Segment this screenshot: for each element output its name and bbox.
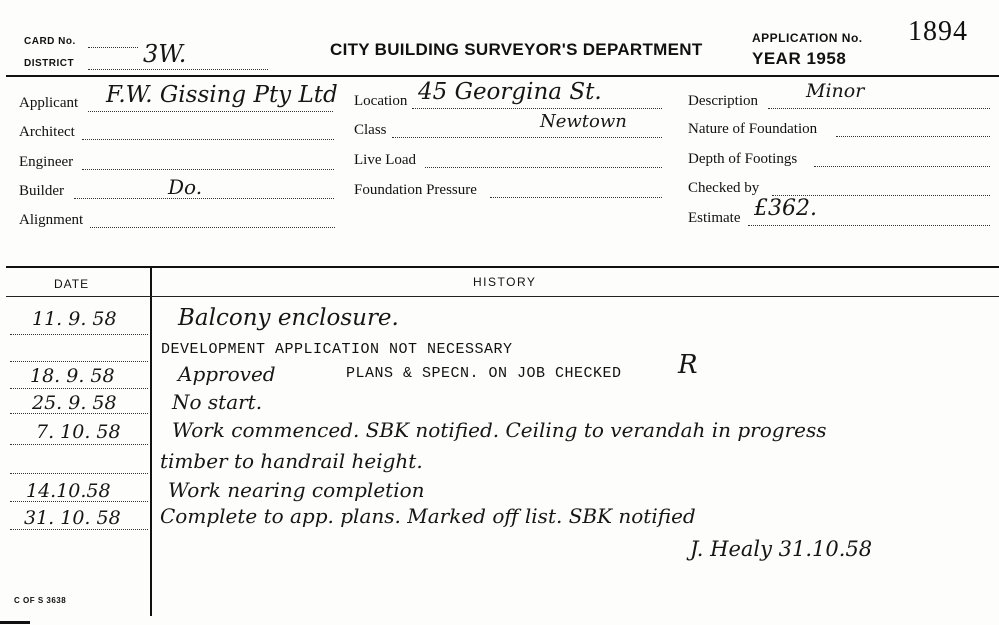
class-line: [392, 137, 662, 138]
foundation-pressure-label: Foundation Pressure: [354, 182, 477, 198]
edge-mark: [0, 621, 30, 624]
row-line: [10, 361, 148, 362]
row-history: Work nearing completion: [168, 478, 425, 502]
builder-line: [74, 198, 334, 199]
description-label: Description: [688, 93, 758, 109]
estimate-label: Estimate: [688, 210, 741, 226]
alignment-label: Alignment: [19, 212, 84, 228]
alignment-line: [90, 227, 335, 228]
form-number: C OF S 3638: [14, 596, 67, 605]
district-label: DISTRICT: [24, 58, 75, 69]
card-no-line: [88, 47, 138, 48]
date-column-divider: [150, 266, 152, 616]
row-history: Complete to app. plans. Marked off list. SBK notified: [160, 504, 696, 528]
row-history-stamp: DEVELOPMENT APPLICATION NOT NECESSARY: [161, 341, 513, 358]
date-column-header: DATE: [54, 277, 90, 291]
header-underline: [6, 296, 999, 297]
description-line: [768, 108, 990, 109]
foundation-pressure-line: [490, 197, 662, 198]
live-load-label: Live Load: [354, 152, 417, 168]
location-label: Location: [354, 93, 408, 109]
row-line: [10, 388, 148, 389]
row-history: No start.: [172, 390, 263, 414]
checked-by-label: Checked by: [688, 180, 760, 196]
architect-line: [82, 139, 334, 140]
live-load-line: [425, 167, 662, 168]
table-top-rule: [6, 266, 999, 268]
row-date: 14.10.58: [26, 480, 111, 502]
row-date: 18. 9. 58: [30, 365, 115, 387]
district-line: [88, 69, 268, 70]
row-line: [10, 473, 148, 474]
row-date: 31. 10. 58: [24, 507, 121, 529]
location-value: 45 Georgina St.: [418, 79, 602, 105]
row-history: Balcony enclosure.: [178, 305, 399, 331]
estimate-value: £362.: [754, 196, 817, 221]
row-date: 25. 9. 58: [32, 392, 117, 414]
department-title: CITY BUILDING SURVEYOR'S DEPARTMENT: [330, 40, 703, 59]
history-column-header: HISTORY: [473, 275, 537, 289]
header-rule: [6, 75, 999, 77]
estimate-line: [748, 225, 990, 226]
district-value: 3W.: [143, 40, 187, 68]
nature-of-foundation-line: [836, 136, 990, 137]
architect-label: Architect: [19, 124, 75, 140]
applicant-value: F.W. Gissing Pty Ltd: [106, 82, 338, 108]
depth-of-footings-label: Depth of Footings: [688, 151, 798, 167]
row-history: Approved: [178, 362, 276, 386]
row-date: 7. 10. 58: [36, 421, 121, 443]
engineer-line: [82, 169, 334, 170]
builder-value: Do.: [168, 175, 203, 199]
engineer-label: Engineer: [19, 154, 74, 170]
nature-of-foundation-label: Nature of Foundation: [688, 121, 818, 137]
card-no-label: CARD No.: [24, 36, 76, 47]
row-line: [10, 529, 148, 530]
row-history-stamp: PLANS & SPECN. ON JOB CHECKED: [346, 365, 622, 382]
row-history: Work commenced. SBK notified. Ceiling to verandah in progress: [172, 418, 827, 442]
application-year: YEAR 1958: [752, 49, 847, 68]
applicant-label: Applicant: [19, 95, 79, 111]
row-initial: R: [678, 350, 698, 380]
row-line: [10, 444, 148, 445]
signature: J. Healy 31.10.58: [690, 537, 873, 561]
application-no-label: APPLICATION No.: [752, 31, 863, 45]
location-line: [412, 108, 662, 109]
row-line: [10, 334, 148, 335]
class-label: Class: [354, 122, 387, 138]
row-history: timber to handrail height.: [160, 449, 423, 473]
depth-of-footings-line: [814, 166, 990, 167]
description-value: Minor: [806, 80, 865, 102]
applicant-line: [88, 111, 333, 112]
application-no-value: 1894: [908, 16, 968, 47]
builder-label: Builder: [19, 183, 64, 199]
class-value: Newtown: [540, 111, 627, 132]
row-date: 11. 9. 58: [32, 308, 117, 330]
